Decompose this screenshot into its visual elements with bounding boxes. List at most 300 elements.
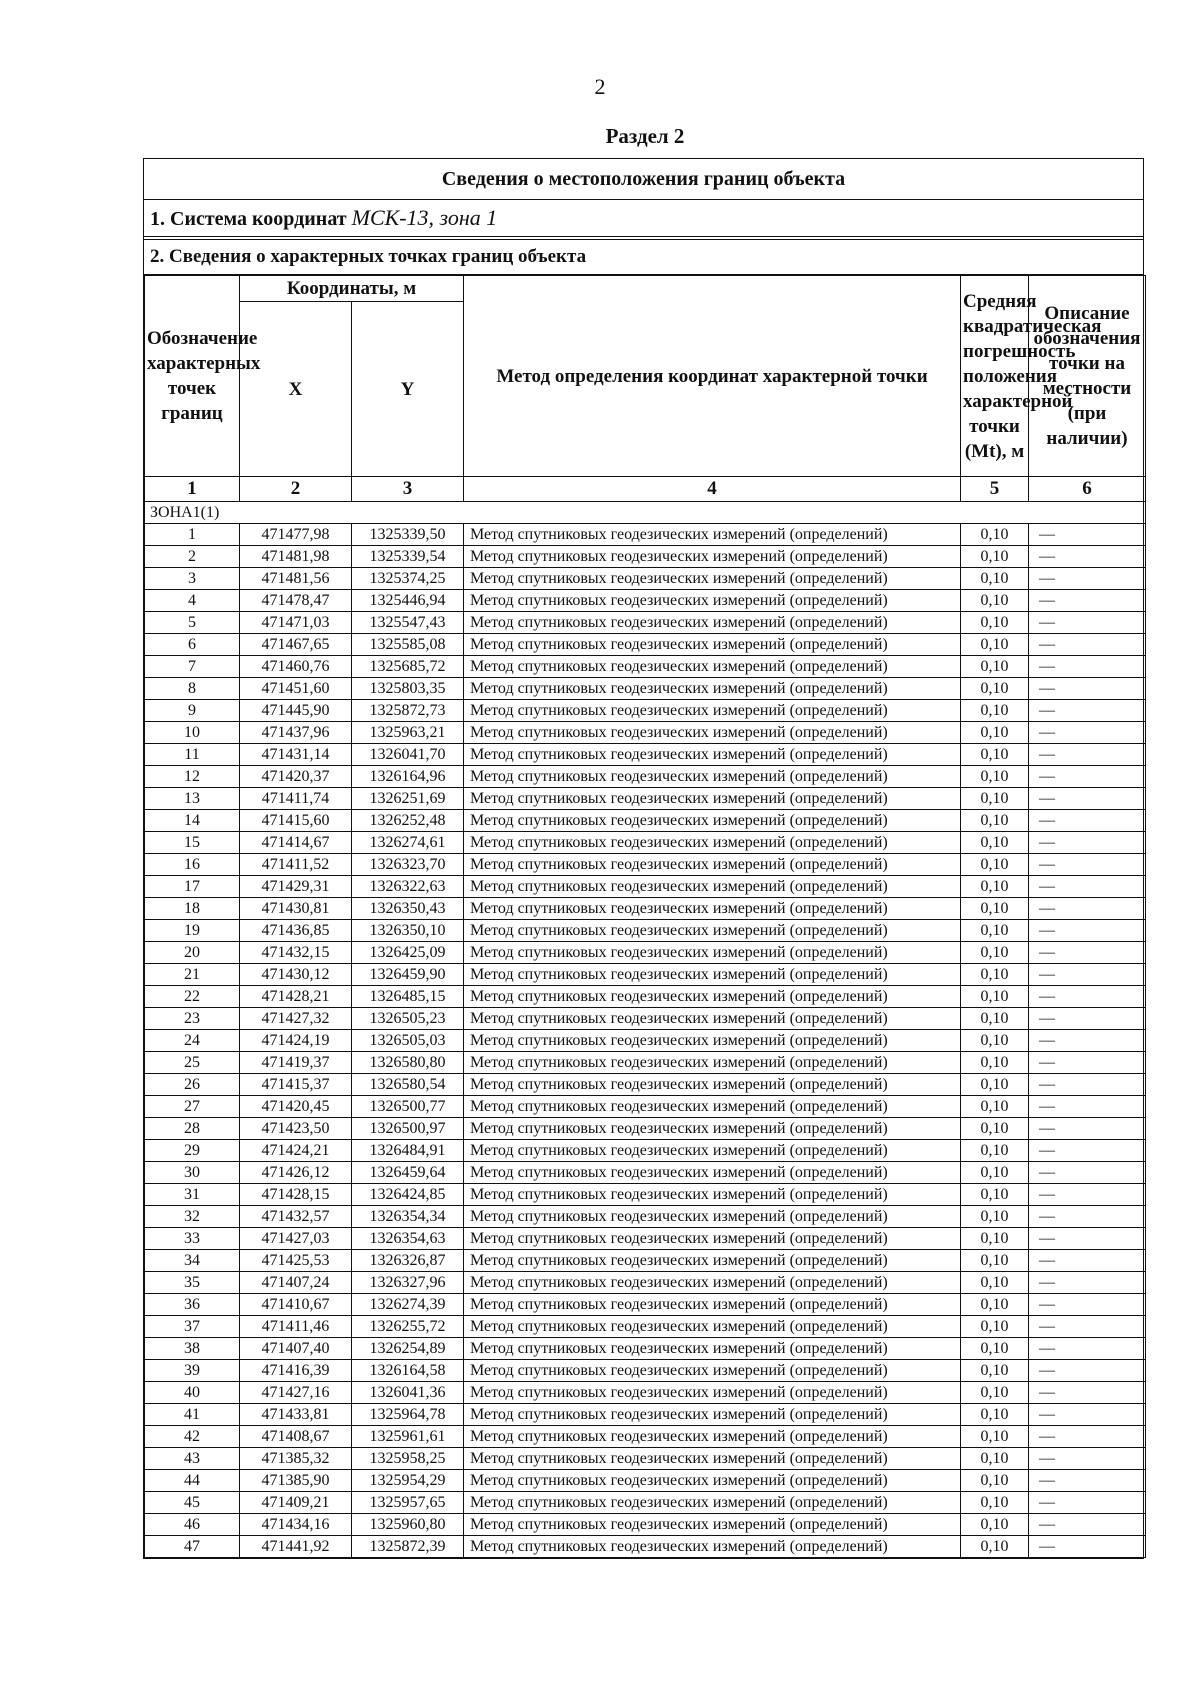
- point-error: 0,10: [961, 700, 1029, 722]
- table-row: [145, 1470, 1146, 1492]
- table-row: [145, 1008, 1146, 1030]
- point-y: 1325339,50: [352, 524, 464, 546]
- point-x: 471432,57: [240, 1206, 352, 1228]
- point-method: Метод спутниковых геодезических измерений (определений): [464, 656, 961, 678]
- point-y: 1326459,90: [352, 964, 464, 986]
- point-number: 36: [145, 1294, 240, 1316]
- point-y: 1326041,70: [352, 744, 464, 766]
- point-y: 1325872,39: [352, 1536, 464, 1558]
- table-row: [145, 1514, 1146, 1536]
- point-x: 471429,31: [240, 876, 352, 898]
- point-error: 0,10: [961, 1470, 1029, 1492]
- point-y: 1326252,48: [352, 810, 464, 832]
- point-x: 471451,60: [240, 678, 352, 700]
- point-method: Метод спутниковых геодезических измерений (определений): [464, 832, 961, 854]
- table-row: [145, 1426, 1146, 1448]
- point-y: 1325374,25: [352, 568, 464, 590]
- point-number: 39: [145, 1360, 240, 1382]
- point-x: 471427,32: [240, 1008, 352, 1030]
- point-error: 0,10: [961, 1008, 1029, 1030]
- point-description: —: [1029, 1338, 1146, 1360]
- point-x: 471414,67: [240, 832, 352, 854]
- point-y: 1326274,61: [352, 832, 464, 854]
- point-method: Метод спутниковых геодезических измерений (определений): [464, 1470, 961, 1492]
- point-description: —: [1029, 1316, 1146, 1338]
- point-y: 1326326,87: [352, 1250, 464, 1272]
- point-description: —: [1029, 612, 1146, 634]
- point-error: 0,10: [961, 546, 1029, 568]
- point-error: 0,10: [961, 568, 1029, 590]
- table-row: [145, 1448, 1146, 1470]
- table-row: [145, 700, 1146, 722]
- point-error: 0,10: [961, 810, 1029, 832]
- point-number: 12: [145, 766, 240, 788]
- point-method: Метод спутниковых геодезических измерений (определений): [464, 1294, 961, 1316]
- point-number: 45: [145, 1492, 240, 1514]
- point-number: 40: [145, 1382, 240, 1404]
- point-number: 25: [145, 1052, 240, 1074]
- point-description: —: [1029, 876, 1146, 898]
- point-y: 1326164,96: [352, 766, 464, 788]
- point-description: —: [1029, 898, 1146, 920]
- point-number: 43: [145, 1448, 240, 1470]
- coordinate-system-row: [144, 200, 1143, 237]
- table-row: [145, 546, 1146, 568]
- point-error: 0,10: [961, 898, 1029, 920]
- point-method: Метод спутниковых геодезических измерений (определений): [464, 1426, 961, 1448]
- point-description: —: [1029, 1294, 1146, 1316]
- point-y: 1326322,63: [352, 876, 464, 898]
- point-y: 1326354,34: [352, 1206, 464, 1228]
- column-number: 3: [352, 477, 464, 502]
- table-row: [145, 854, 1146, 876]
- table-row: [145, 788, 1146, 810]
- point-description: —: [1029, 1272, 1146, 1294]
- point-number: 16: [145, 854, 240, 876]
- point-error: 0,10: [961, 854, 1029, 876]
- point-y: 1325963,21: [352, 722, 464, 744]
- point-y: 1325446,94: [352, 590, 464, 612]
- table-row: [145, 590, 1146, 612]
- point-y: 1325585,08: [352, 634, 464, 656]
- point-method: Метод спутниковых геодезических измерений (определений): [464, 1448, 961, 1470]
- point-error: 0,10: [961, 1338, 1029, 1360]
- point-description: —: [1029, 1382, 1146, 1404]
- point-y: 1326484,91: [352, 1140, 464, 1162]
- point-y: 1326580,54: [352, 1074, 464, 1096]
- point-method: Метод спутниковых геодезических измерений (определений): [464, 1272, 961, 1294]
- table-row: [145, 1360, 1146, 1382]
- column-number: 6: [1029, 477, 1146, 502]
- table-row: [145, 568, 1146, 590]
- point-y: 1326323,70: [352, 854, 464, 876]
- table-row: [145, 1536, 1146, 1558]
- table-row: [145, 1294, 1146, 1316]
- point-y: 1326505,03: [352, 1030, 464, 1052]
- point-x: 471385,90: [240, 1470, 352, 1492]
- point-description: —: [1029, 920, 1146, 942]
- point-method: Метод спутниковых геодезических измерений (определений): [464, 854, 961, 876]
- table-row: [145, 1316, 1146, 1338]
- table-row: [145, 1096, 1146, 1118]
- table-row: [145, 876, 1146, 898]
- points-table: [144, 275, 1146, 1558]
- point-error: 0,10: [961, 656, 1029, 678]
- point-error: 0,10: [961, 1096, 1029, 1118]
- point-description: —: [1029, 590, 1146, 612]
- point-x: 471477,98: [240, 524, 352, 546]
- point-number: 13: [145, 788, 240, 810]
- section2-title: 2. Сведения о характерных точках границ объекта: [144, 239, 1143, 275]
- point-number: 33: [145, 1228, 240, 1250]
- point-x: 471428,21: [240, 986, 352, 1008]
- point-description: —: [1029, 1426, 1146, 1448]
- point-number: 32: [145, 1206, 240, 1228]
- point-y: 1326425,09: [352, 942, 464, 964]
- point-error: 0,10: [961, 590, 1029, 612]
- point-error: 0,10: [961, 1426, 1029, 1448]
- point-y: 1326274,39: [352, 1294, 464, 1316]
- point-y: 1325957,65: [352, 1492, 464, 1514]
- point-error: 0,10: [961, 920, 1029, 942]
- point-method: Метод спутниковых геодезических измерений (определений): [464, 612, 961, 634]
- point-method: Метод спутниковых геодезических измерений (определений): [464, 1008, 961, 1030]
- point-method: Метод спутниковых геодезических измерений (определений): [464, 1514, 961, 1536]
- point-number: 11: [145, 744, 240, 766]
- point-description: —: [1029, 810, 1146, 832]
- point-number: 2: [145, 546, 240, 568]
- point-error: 0,10: [961, 832, 1029, 854]
- point-error: 0,10: [961, 876, 1029, 898]
- point-error: 0,10: [961, 964, 1029, 986]
- point-number: 22: [145, 986, 240, 1008]
- point-method: Метод спутниковых геодезических измерений (определений): [464, 1382, 961, 1404]
- point-number: 42: [145, 1426, 240, 1448]
- point-number: 5: [145, 612, 240, 634]
- table-row: [145, 744, 1146, 766]
- point-method: Метод спутниковых геодезических измерений (определений): [464, 766, 961, 788]
- table-row: [145, 766, 1146, 788]
- point-y: 1326251,69: [352, 788, 464, 810]
- table-row: [145, 1052, 1146, 1074]
- table-row: [145, 810, 1146, 832]
- col-coordinates-header: Координаты, м: [240, 276, 464, 302]
- point-number: 8: [145, 678, 240, 700]
- point-x: 471425,53: [240, 1250, 352, 1272]
- point-x: 471423,50: [240, 1118, 352, 1140]
- point-y: 1326350,43: [352, 898, 464, 920]
- point-x: 471481,98: [240, 546, 352, 568]
- point-error: 0,10: [961, 612, 1029, 634]
- point-x: 471467,65: [240, 634, 352, 656]
- point-number: 26: [145, 1074, 240, 1096]
- boundary-sheet: [143, 158, 1144, 1559]
- point-method: Метод спутниковых геодезических измерений (определений): [464, 1162, 961, 1184]
- point-y: 1326164,58: [352, 1360, 464, 1382]
- point-method: Метод спутниковых геодезических измерений (определений): [464, 1338, 961, 1360]
- point-description: —: [1029, 1118, 1146, 1140]
- point-error: 0,10: [961, 788, 1029, 810]
- point-error: 0,10: [961, 1030, 1029, 1052]
- point-y: 1326424,85: [352, 1184, 464, 1206]
- point-y: 1326255,72: [352, 1316, 464, 1338]
- point-description: —: [1029, 1360, 1146, 1382]
- table-row: [145, 1162, 1146, 1184]
- point-description: —: [1029, 524, 1146, 546]
- page-number: 2: [594, 74, 606, 99]
- point-method: Метод спутниковых геодезических измерений (определений): [464, 788, 961, 810]
- point-description: —: [1029, 744, 1146, 766]
- table-row: [145, 678, 1146, 700]
- point-method: Метод спутниковых геодезических измерений (определений): [464, 1074, 961, 1096]
- point-y: 1325872,73: [352, 700, 464, 722]
- point-method: Метод спутниковых геодезических измерений (определений): [464, 876, 961, 898]
- point-method: Метод спутниковых геодезических измерений (определений): [464, 722, 961, 744]
- point-description: —: [1029, 1184, 1146, 1206]
- point-number: 41: [145, 1404, 240, 1426]
- point-number: 14: [145, 810, 240, 832]
- point-method: Метод спутниковых геодезических измерений (определений): [464, 1250, 961, 1272]
- point-y: 1326505,23: [352, 1008, 464, 1030]
- point-description: —: [1029, 1514, 1146, 1536]
- column-number: 5: [961, 477, 1029, 502]
- column-number-row: [145, 477, 1146, 502]
- point-method: Метод спутниковых геодезических измерений (определений): [464, 1404, 961, 1426]
- point-y: 1326350,10: [352, 920, 464, 942]
- table-row: [145, 832, 1146, 854]
- point-x: 471437,96: [240, 722, 352, 744]
- point-number: 3: [145, 568, 240, 590]
- point-x: 471460,76: [240, 656, 352, 678]
- point-error: 0,10: [961, 1052, 1029, 1074]
- point-x: 471411,46: [240, 1316, 352, 1338]
- point-error: 0,10: [961, 1536, 1029, 1558]
- point-description: —: [1029, 1096, 1146, 1118]
- point-description: —: [1029, 964, 1146, 986]
- point-number: 6: [145, 634, 240, 656]
- table-row: [145, 656, 1146, 678]
- coordinate-system-value: МСК-13, зона 1: [351, 205, 498, 230]
- point-error: 0,10: [961, 722, 1029, 744]
- point-number: 38: [145, 1338, 240, 1360]
- point-error: 0,10: [961, 1316, 1029, 1338]
- column-number: 4: [464, 477, 961, 502]
- point-y: 1325954,29: [352, 1470, 464, 1492]
- point-description: —: [1029, 1162, 1146, 1184]
- point-method: Метод спутниковых геодезических измерений (определений): [464, 634, 961, 656]
- point-y: 1326485,15: [352, 986, 464, 1008]
- table-row: [145, 1382, 1146, 1404]
- point-description: —: [1029, 1250, 1146, 1272]
- point-number: 17: [145, 876, 240, 898]
- col-method-header: Метод определения координат характерной точки: [464, 276, 961, 477]
- point-number: 19: [145, 920, 240, 942]
- point-description: —: [1029, 1074, 1146, 1096]
- point-x: 471411,74: [240, 788, 352, 810]
- point-x: 471411,52: [240, 854, 352, 876]
- point-method: Метод спутниковых геодезических измерений (определений): [464, 1030, 961, 1052]
- point-x: 471420,45: [240, 1096, 352, 1118]
- point-error: 0,10: [961, 1360, 1029, 1382]
- table-row: [145, 964, 1146, 986]
- point-error: 0,10: [961, 1118, 1029, 1140]
- point-y: 1326254,89: [352, 1338, 464, 1360]
- point-x: 471427,03: [240, 1228, 352, 1250]
- table-row: [145, 986, 1146, 1008]
- point-description: —: [1029, 1536, 1146, 1558]
- point-number: 18: [145, 898, 240, 920]
- point-x: 471407,24: [240, 1272, 352, 1294]
- point-number: 24: [145, 1030, 240, 1052]
- point-method: Метод спутниковых геодезических измерений (определений): [464, 524, 961, 546]
- point-x: 471416,39: [240, 1360, 352, 1382]
- point-error: 0,10: [961, 1206, 1029, 1228]
- point-x: 471436,85: [240, 920, 352, 942]
- point-method: Метод спутниковых геодезических измерений (определений): [464, 1184, 961, 1206]
- point-method: Метод спутниковых геодезических измерений (определений): [464, 546, 961, 568]
- point-number: 21: [145, 964, 240, 986]
- table-row: [145, 1492, 1146, 1514]
- point-x: 471430,81: [240, 898, 352, 920]
- point-number: 23: [145, 1008, 240, 1030]
- table-row: [145, 1030, 1146, 1052]
- point-x: 471430,12: [240, 964, 352, 986]
- point-description: —: [1029, 1052, 1146, 1074]
- col-error-header: Средняя квадратическая погрешность положения характерной точки (Mt), м: [961, 276, 1029, 477]
- point-method: Метод спутниковых геодезических измерений (определений): [464, 898, 961, 920]
- point-description: —: [1029, 1008, 1146, 1030]
- point-method: Метод спутниковых геодезических измерений (определений): [464, 590, 961, 612]
- point-method: Метод спутниковых геодезических измерений (определений): [464, 1118, 961, 1140]
- points-table-body: [145, 477, 1146, 1558]
- point-error: 0,10: [961, 1228, 1029, 1250]
- point-number: 10: [145, 722, 240, 744]
- point-method: Метод спутниковых геодезических измерений (определений): [464, 810, 961, 832]
- point-method: Метод спутниковых геодезических измерений (определений): [464, 1316, 961, 1338]
- point-description: —: [1029, 942, 1146, 964]
- point-description: —: [1029, 634, 1146, 656]
- point-x: 471407,40: [240, 1338, 352, 1360]
- point-error: 0,10: [961, 1184, 1029, 1206]
- point-number: 15: [145, 832, 240, 854]
- point-x: 471409,21: [240, 1492, 352, 1514]
- point-error: 0,10: [961, 1162, 1029, 1184]
- point-method: Метод спутниковых геодезических измерений (определений): [464, 1206, 961, 1228]
- point-number: 29: [145, 1140, 240, 1162]
- point-number: 27: [145, 1096, 240, 1118]
- point-method: Метод спутниковых геодезических измерений (определений): [464, 920, 961, 942]
- point-description: —: [1029, 1140, 1146, 1162]
- point-description: —: [1029, 722, 1146, 744]
- point-y: 1325803,35: [352, 678, 464, 700]
- point-y: 1326327,96: [352, 1272, 464, 1294]
- zone-row: [145, 502, 1146, 524]
- point-error: 0,10: [961, 986, 1029, 1008]
- point-description: —: [1029, 546, 1146, 568]
- point-description: —: [1029, 1030, 1146, 1052]
- point-x: 471385,32: [240, 1448, 352, 1470]
- point-number: 35: [145, 1272, 240, 1294]
- col-designation-header: Обозначение характерных точек границ: [145, 276, 240, 477]
- point-method: Метод спутниковых геодезических измерений (определений): [464, 1140, 961, 1162]
- point-error: 0,10: [961, 1250, 1029, 1272]
- point-description: —: [1029, 656, 1146, 678]
- point-x: 471445,90: [240, 700, 352, 722]
- point-number: 9: [145, 700, 240, 722]
- table-row: [145, 1140, 1146, 1162]
- point-method: Метод спутниковых геодезических измерений (определений): [464, 1228, 961, 1250]
- point-error: 0,10: [961, 1404, 1029, 1426]
- coordinate-system-label: 1. Система координат: [150, 208, 347, 230]
- point-error: 0,10: [961, 678, 1029, 700]
- point-description: —: [1029, 568, 1146, 590]
- point-description: —: [1029, 678, 1146, 700]
- point-x: 471481,56: [240, 568, 352, 590]
- point-x: 471415,60: [240, 810, 352, 832]
- point-x: 471419,37: [240, 1052, 352, 1074]
- table-row: [145, 1074, 1146, 1096]
- point-error: 0,10: [961, 1492, 1029, 1514]
- point-error: 0,10: [961, 1272, 1029, 1294]
- col-x-header: X: [240, 302, 352, 477]
- table-row: [145, 1118, 1146, 1140]
- point-y: 1325685,72: [352, 656, 464, 678]
- point-description: —: [1029, 854, 1146, 876]
- col-y-header: Y: [352, 302, 464, 477]
- point-method: Метод спутниковых геодезических измерений (определений): [464, 964, 961, 986]
- point-method: Метод спутниковых геодезических измерений (определений): [464, 744, 961, 766]
- point-x: 471424,21: [240, 1140, 352, 1162]
- point-number: 31: [145, 1184, 240, 1206]
- point-error: 0,10: [961, 1294, 1029, 1316]
- point-method: Метод спутниковых геодезических измерений (определений): [464, 942, 961, 964]
- table-row: [145, 634, 1146, 656]
- point-description: —: [1029, 766, 1146, 788]
- point-y: 1326500,77: [352, 1096, 464, 1118]
- point-y: 1326354,63: [352, 1228, 464, 1250]
- point-y: 1326580,80: [352, 1052, 464, 1074]
- table-row: [145, 722, 1146, 744]
- point-number: 44: [145, 1470, 240, 1492]
- column-number: 2: [240, 477, 352, 502]
- point-method: Метод спутниковых геодезических измерений (определений): [464, 568, 961, 590]
- point-x: 471408,67: [240, 1426, 352, 1448]
- point-method: Метод спутниковых геодезических измерений (определений): [464, 1536, 961, 1558]
- point-error: 0,10: [961, 1448, 1029, 1470]
- point-error: 0,10: [961, 1514, 1029, 1536]
- point-y: 1326459,64: [352, 1162, 464, 1184]
- point-method: Метод спутниковых геодезических измерений (определений): [464, 1052, 961, 1074]
- column-number: 1: [145, 477, 240, 502]
- point-method: Метод спутниковых геодезических измерений (определений): [464, 1492, 961, 1514]
- point-x: 471415,37: [240, 1074, 352, 1096]
- point-x: 471428,15: [240, 1184, 352, 1206]
- table-row: [145, 1272, 1146, 1294]
- point-y: 1326500,97: [352, 1118, 464, 1140]
- point-y: 1326041,36: [352, 1382, 464, 1404]
- point-x: 471431,14: [240, 744, 352, 766]
- table-row: [145, 1250, 1146, 1272]
- point-y: 1325960,80: [352, 1514, 464, 1536]
- table-row: [145, 898, 1146, 920]
- point-number: 20: [145, 942, 240, 964]
- point-method: Метод спутниковых геодезических измерений (определений): [464, 1360, 961, 1382]
- point-x: 471432,15: [240, 942, 352, 964]
- point-error: 0,10: [961, 634, 1029, 656]
- point-x: 471427,16: [240, 1382, 352, 1404]
- point-error: 0,10: [961, 744, 1029, 766]
- point-x: 471433,81: [240, 1404, 352, 1426]
